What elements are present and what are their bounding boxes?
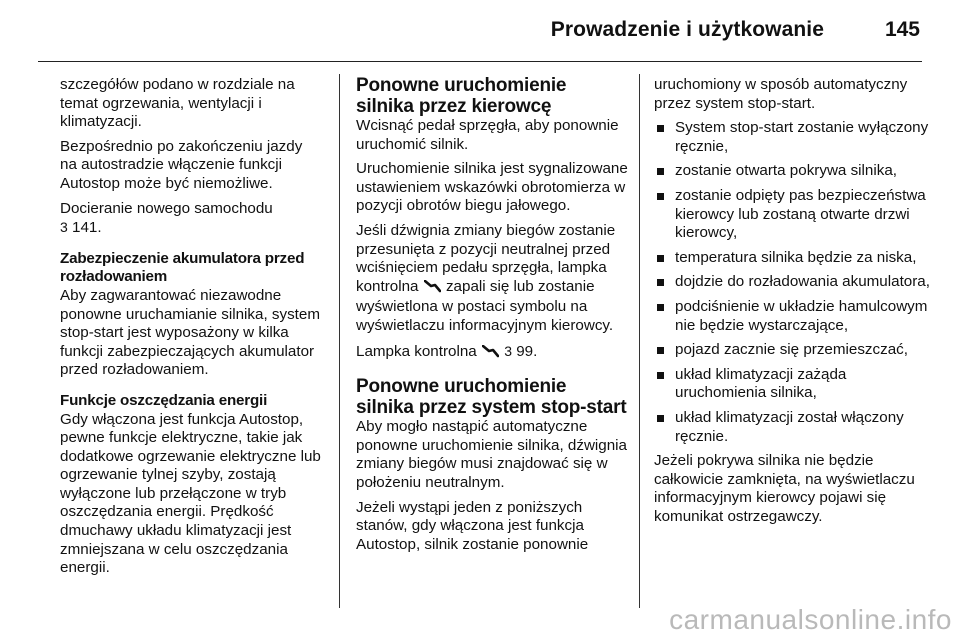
paragraph: uruchomiony w sposób automatyczny przez system stop-start. [654,76,908,112]
column-2 [356,76,628,560]
conditions-list [654,119,930,446]
header-rule [38,61,922,62]
paragraph-text: zapali się lub zostanie wyświetlona w postaci symbolu na wyświetlaczu informacyjnym kierowcy. [356,277,614,334]
list-item: pojazd zacznie się przemieszczać, [654,341,930,360]
column-3 [654,76,930,532]
subheading: Zabezpieczenie akumulatora przed rozładowaniem [60,249,305,286]
page-number: 145 [884,18,920,41]
column-1 [60,76,322,584]
page-reference-arrow-icon: 3 [504,342,512,359]
list-item: podciśnienie w układzie hamulcowym nie będzie wystarczające, [654,298,930,335]
list-item: zostanie odpięty pas bezpieczeństwa kierowcy lub zostaną otwarte drzwi kierowcy, [654,187,930,243]
watermark: carmanualsonline.info [669,604,952,635]
page-header-title: Prowadzenie i użytkowanie [550,18,824,41]
section-heading: Ponowne uruchomienie silnika przez system stop-start [356,376,627,418]
page-reference-link[interactable]: 141. [72,219,102,237]
column-divider [339,74,340,608]
list-item: zostanie otwarta pokrywa silnika, [654,162,930,181]
paragraph: szczegółów podano w rozdziale na temat ogrzewania, wentylacji i klimatyzacji. [60,76,295,131]
list-item: temperatura silnika będzie za niska, [654,249,930,268]
page-reference-link[interactable]: 99. [516,342,538,360]
subheading: Funkcje oszczędzania energii [60,391,268,409]
list-item: System stop-start zostanie wyłączony ręcznie, [654,119,930,156]
paragraph-text: Docieranie nowego samochodu [60,199,273,217]
paragraph: Aby zagwarantować niezawodne ponowne uruchamianie silnika, system stop-start jest wyposażony w kilka funkcji zabezpieczających akumulator przed rozładowaniem. [60,286,321,379]
paragraph [356,222,628,336]
section-heading: Ponowne uruchomienie silnika przez kierowcę [356,75,567,117]
paragraph: Jeżeli pokrywa silnika nie będzie całkowicie zamknięta, na wyświetlaczu informacyjnym kierowcy pojawi się komunikat ostrzegawczy. [654,452,915,525]
paragraph [356,342,628,364]
paragraph-text: Lampka kontrolna [356,342,477,360]
paragraph: Uruchomienie silnika jest sygnalizowane ustawieniem wskazówki obrotomierza w pozycji obrotów biegu jałowego. [356,160,628,215]
paragraph: Gdy włączona jest funkcja Autostop, pewne funkcje elektryczne, takie jak dodatkowe ogrzewanie elektryczne lub ogrzewanie tylnej szyby, zostają wyłączone lub przełączone w tryb oszczędzania energii. Prędkość dmuchawy układu klimatyzacji jest zmniejszana w celu oszczędzania energii. [60,410,321,577]
list-item: układ klimatyzacji zażąda uruchomienia silnika, [654,366,930,403]
paragraph: Jeżeli wystąpi jeden z poniższych stanów, gdy włączona jest funkcja Autostop, silnik zostanie ponownie [356,498,589,553]
page-reference-arrow-icon: 3 [60,219,68,236]
paragraph-text: Jeśli dźwignia zmiany biegów zostanie przesunięta z pozycji neutralnej przed wciśnięciem pedału sprzęgła, lampka kontrolna [356,221,616,295]
paragraph: Bezpośrednio po zakończeniu jazdy na autostradzie włączenie funkcji Autostop może być niemożliwe. [60,137,303,192]
list-item: dojdzie do rozładowania akumulatora, [654,273,930,292]
stop-start-indicator-icon [424,280,441,299]
stop-start-indicator-icon [482,345,499,364]
paragraph: Aby mogło nastąpić automatyczne ponowne uruchomienie silnika, dźwignia zmiany biegów musi znajdować się w położeniu neutralnym. [356,418,628,491]
paragraph: Wcisnąć pedał sprzęgła, aby ponownie uruchomić silnik. [356,117,619,153]
list-item: układ klimatyzacji został włączony ręcznie. [654,409,930,446]
paragraph [60,200,322,238]
column-divider [639,74,640,608]
